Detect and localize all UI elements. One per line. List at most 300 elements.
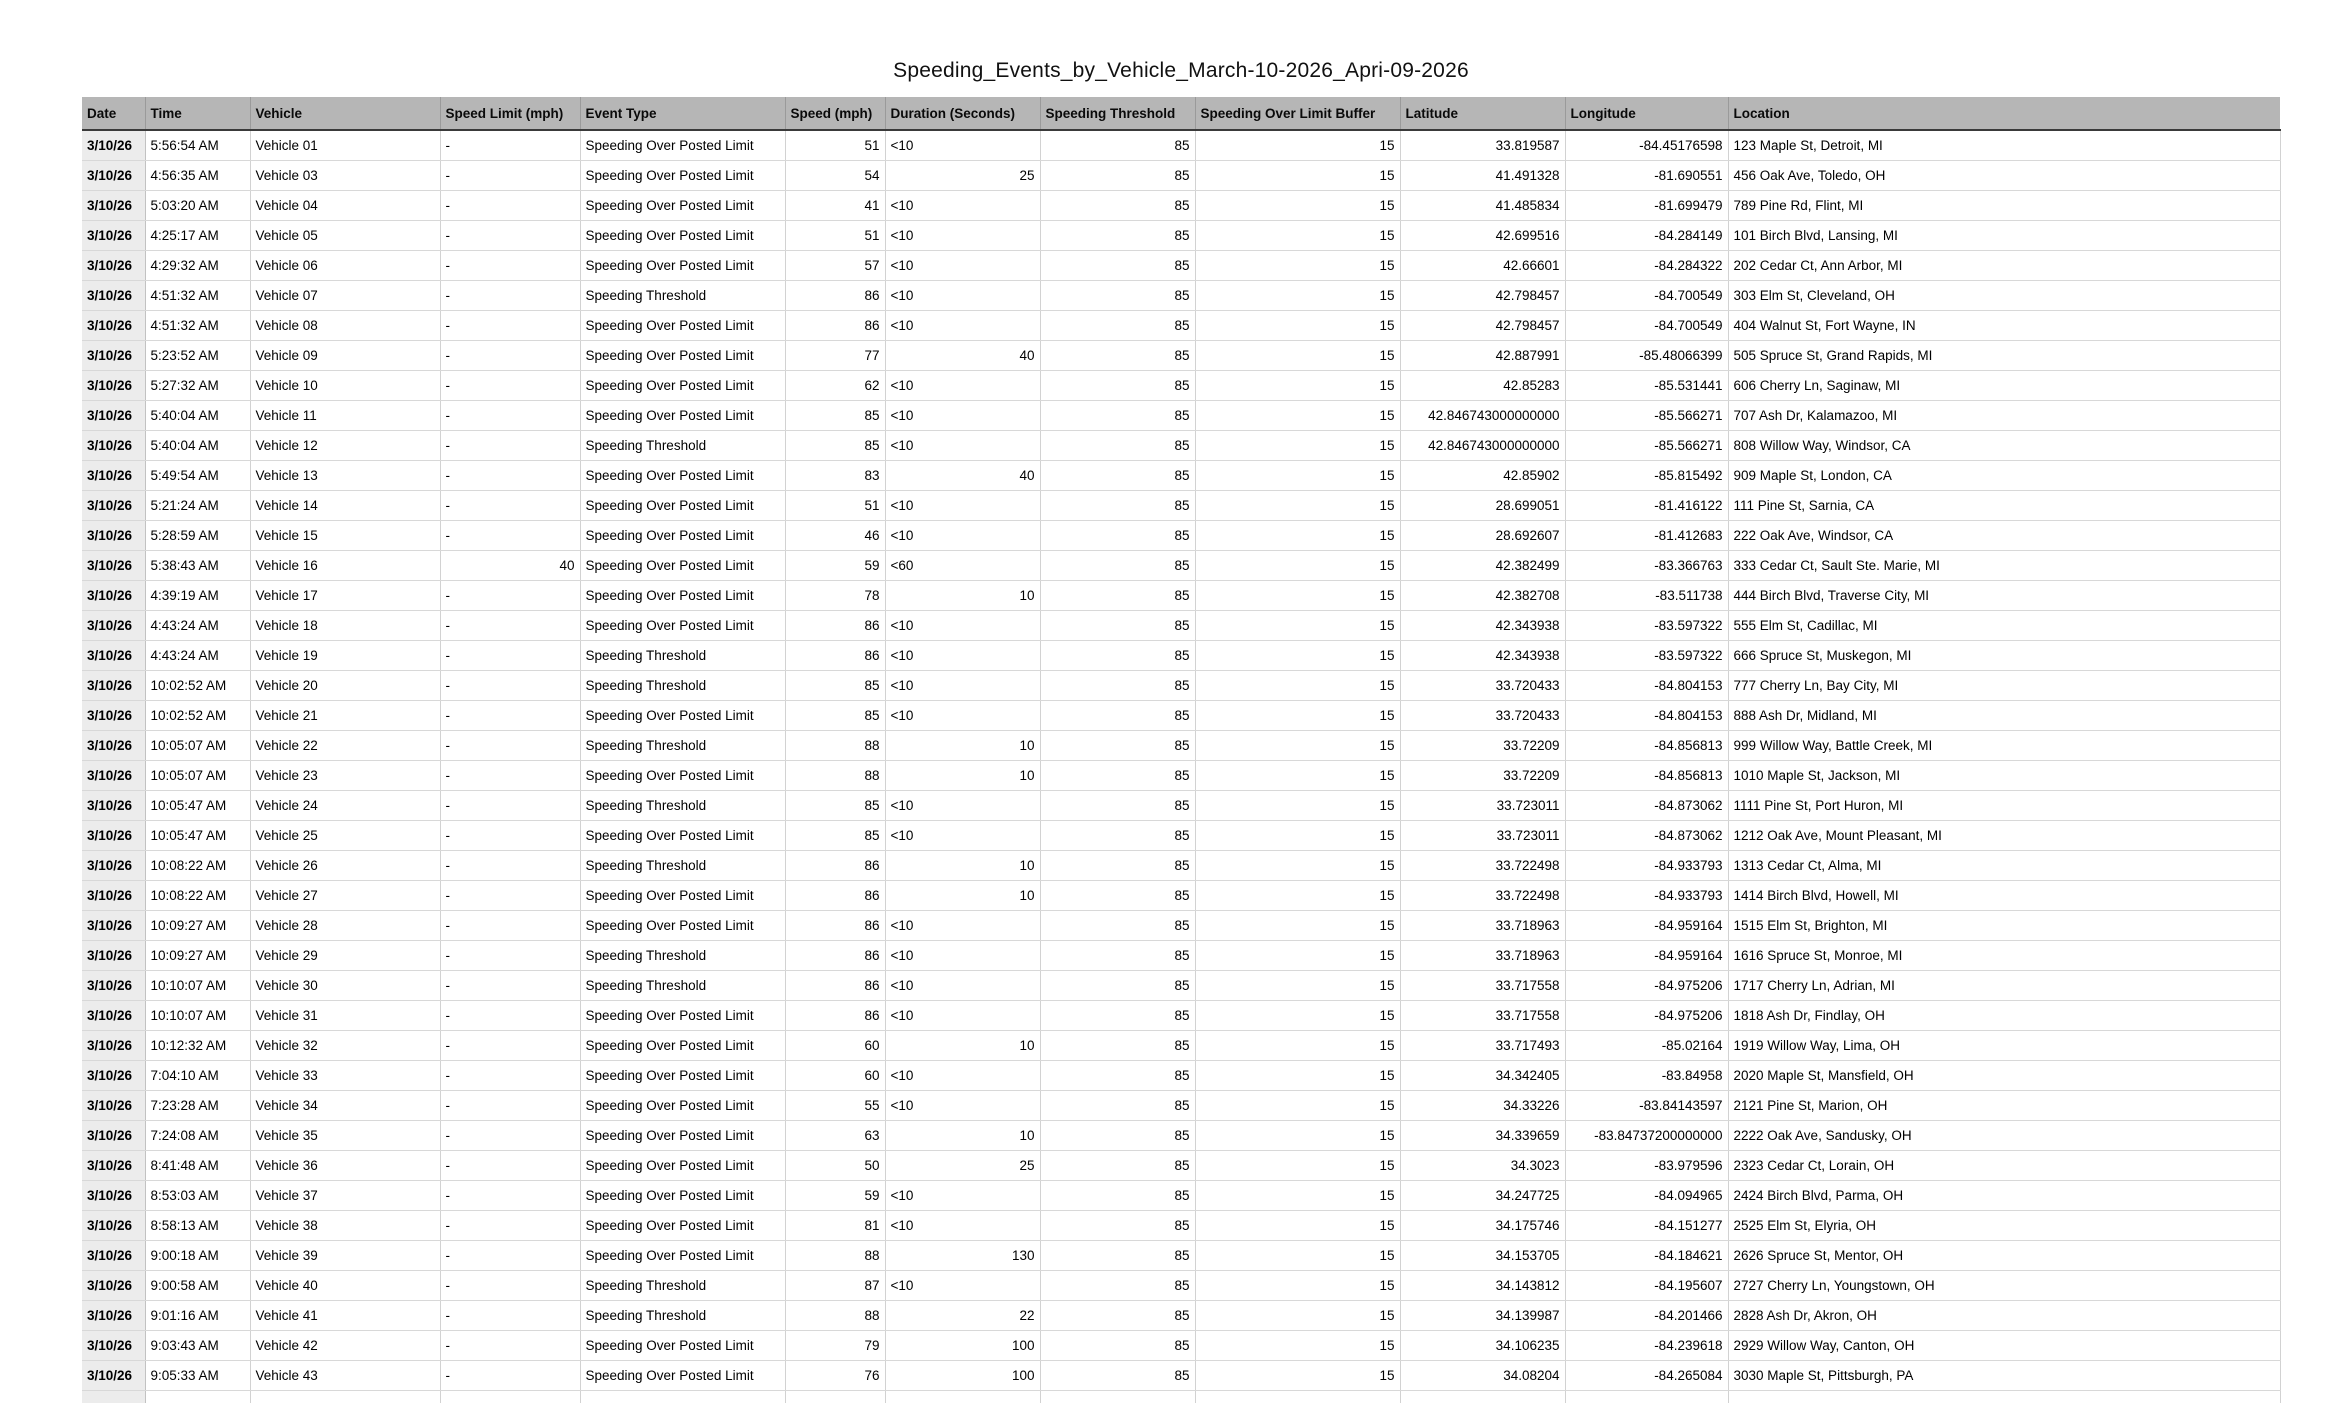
cell-duration[interactable]: 25 xyxy=(885,1150,1040,1180)
cell-latitude[interactable]: 42.343938 xyxy=(1400,640,1565,670)
cell-latitude[interactable]: 34.153705 xyxy=(1400,1240,1565,1270)
cell-duration[interactable]: <10 xyxy=(885,1060,1040,1090)
cell-event-type[interactable]: Speeding Threshold xyxy=(580,1300,785,1330)
cell-speed-limit[interactable]: - xyxy=(440,640,580,670)
cell-over-limit-buffer[interactable]: 15 xyxy=(1195,430,1400,460)
cell-duration[interactable]: <10 xyxy=(885,1270,1040,1300)
cell-location[interactable]: 1010 Maple St, Jackson, MI xyxy=(1728,760,2280,790)
cell-duration[interactable]: <10 xyxy=(885,610,1040,640)
cell-event-type[interactable]: Speeding Over Posted Limit xyxy=(580,1210,785,1240)
cell-vehicle[interactable]: Vehicle 30 xyxy=(250,970,440,1000)
cell-speed[interactable]: 76 xyxy=(785,1360,885,1390)
cell-speed[interactable]: 59 xyxy=(785,550,885,580)
cell-over-limit-buffer[interactable]: 15 xyxy=(1195,370,1400,400)
column-header-speed[interactable]: Speed (mph) xyxy=(785,97,885,130)
cell-longitude[interactable]: -84.239618 xyxy=(1565,1330,1728,1360)
cell-date[interactable]: 3/10/26 xyxy=(82,1180,145,1210)
cell-time[interactable]: 10:05:47 AM xyxy=(145,820,250,850)
cell-event-type[interactable]: Speeding Over Posted Limit xyxy=(580,610,785,640)
cell-speeding-threshold[interactable]: 85 xyxy=(1040,1120,1195,1150)
cell-speed-limit[interactable]: - xyxy=(440,430,580,460)
cell-longitude[interactable]: -84.804153 xyxy=(1565,700,1728,730)
cell-date[interactable]: 3/10/26 xyxy=(82,1090,145,1120)
cell-latitude[interactable]: 42.382708 xyxy=(1400,580,1565,610)
cell-location[interactable]: 333 Cedar Ct, Sault Ste. Marie, MI xyxy=(1728,550,2280,580)
cell-duration[interactable]: 10 xyxy=(885,1120,1040,1150)
cell-longitude[interactable]: -85.48066399 xyxy=(1565,340,1728,370)
cell-event-type[interactable]: Speeding Over Posted Limit xyxy=(580,1090,785,1120)
cell-latitude[interactable]: 42.66601 xyxy=(1400,250,1565,280)
cell-speeding-threshold[interactable]: 85 xyxy=(1040,370,1195,400)
cell-longitude[interactable]: -83.597322 xyxy=(1565,610,1728,640)
cell-longitude[interactable] xyxy=(1565,1390,1728,1403)
cell-speed[interactable]: 86 xyxy=(785,850,885,880)
cell-longitude[interactable]: -85.566271 xyxy=(1565,430,1728,460)
cell-speed-limit[interactable]: - xyxy=(440,1360,580,1390)
cell-over-limit-buffer[interactable]: 15 xyxy=(1195,790,1400,820)
cell-speeding-threshold[interactable]: 85 xyxy=(1040,670,1195,700)
cell-latitude[interactable]: 34.339659 xyxy=(1400,1120,1565,1150)
cell-speed-limit[interactable]: - xyxy=(440,910,580,940)
cell-vehicle[interactable]: Vehicle 11 xyxy=(250,400,440,430)
cell-speeding-threshold[interactable]: 85 xyxy=(1040,1090,1195,1120)
cell-latitude[interactable]: 33.717493 xyxy=(1400,1030,1565,1060)
cell-vehicle[interactable]: Vehicle 06 xyxy=(250,250,440,280)
cell-vehicle[interactable]: Vehicle 24 xyxy=(250,790,440,820)
cell-speed[interactable]: 86 xyxy=(785,610,885,640)
cell-longitude[interactable]: -84.959164 xyxy=(1565,940,1728,970)
cell-speed-limit[interactable]: - xyxy=(440,370,580,400)
cell-speeding-threshold[interactable]: 85 xyxy=(1040,1240,1195,1270)
column-header-vehicle[interactable]: Vehicle xyxy=(250,97,440,130)
cell-vehicle[interactable]: Vehicle 37 xyxy=(250,1180,440,1210)
cell-time[interactable]: 7:04:10 AM xyxy=(145,1060,250,1090)
cell-time[interactable]: 8:58:13 AM xyxy=(145,1210,250,1240)
cell-event-type[interactable]: Speeding Threshold xyxy=(580,850,785,880)
cell-longitude[interactable]: -83.84958 xyxy=(1565,1060,1728,1090)
cell-event-type[interactable]: Speeding Over Posted Limit xyxy=(580,760,785,790)
cell-over-limit-buffer[interactable]: 15 xyxy=(1195,310,1400,340)
cell-vehicle[interactable]: Vehicle 34 xyxy=(250,1090,440,1120)
cell-vehicle[interactable]: Vehicle 14 xyxy=(250,490,440,520)
cell-date[interactable]: 3/10/26 xyxy=(82,490,145,520)
cell-latitude[interactable]: 33.72209 xyxy=(1400,760,1565,790)
cell-date[interactable]: 3/10/26 xyxy=(82,700,145,730)
cell-event-type[interactable]: Speeding Over Posted Limit xyxy=(580,1030,785,1060)
cell-speed[interactable]: 86 xyxy=(785,880,885,910)
cell-latitude[interactable]: 42.382499 xyxy=(1400,550,1565,580)
cell-vehicle[interactable]: Vehicle 32 xyxy=(250,1030,440,1060)
cell-time[interactable]: 5:40:04 AM xyxy=(145,430,250,460)
cell-speed[interactable]: 41 xyxy=(785,190,885,220)
cell-duration[interactable]: 10 xyxy=(885,880,1040,910)
cell-duration[interactable]: <10 xyxy=(885,430,1040,460)
cell-speed-limit[interactable]: 40 xyxy=(440,550,580,580)
cell-date[interactable]: 3/10/26 xyxy=(82,190,145,220)
cell-location[interactable]: 1818 Ash Dr, Findlay, OH xyxy=(1728,1000,2280,1030)
cell-event-type[interactable]: Speeding Over Posted Limit xyxy=(580,340,785,370)
cell-location[interactable]: 222 Oak Ave, Windsor, CA xyxy=(1728,520,2280,550)
cell-date[interactable]: 3/10/26 xyxy=(82,730,145,760)
cell-duration[interactable]: <10 xyxy=(885,250,1040,280)
cell-vehicle[interactable]: Vehicle 31 xyxy=(250,1000,440,1030)
cell-speed-limit[interactable]: - xyxy=(440,1060,580,1090)
cell-location[interactable]: 1414 Birch Blvd, Howell, MI xyxy=(1728,880,2280,910)
cell-speed-limit[interactable]: - xyxy=(440,850,580,880)
cell-location[interactable]: 456 Oak Ave, Toledo, OH xyxy=(1728,160,2280,190)
cell-speed[interactable]: 85 xyxy=(785,820,885,850)
cell-longitude[interactable]: -84.933793 xyxy=(1565,850,1728,880)
cell-date[interactable]: 3/10/26 xyxy=(82,670,145,700)
cell-location[interactable]: 303 Elm St, Cleveland, OH xyxy=(1728,280,2280,310)
cell-longitude[interactable]: -84.700549 xyxy=(1565,310,1728,340)
cell-event-type[interactable]: Speeding Threshold xyxy=(580,940,785,970)
cell-longitude[interactable]: -84.284149 xyxy=(1565,220,1728,250)
cell-date[interactable]: 3/10/26 xyxy=(82,850,145,880)
cell-event-type[interactable]: Speeding Over Posted Limit xyxy=(580,700,785,730)
cell-speed-limit[interactable]: - xyxy=(440,970,580,1000)
cell-speed[interactable]: 79 xyxy=(785,1330,885,1360)
cell-over-limit-buffer[interactable]: 15 xyxy=(1195,730,1400,760)
cell-date[interactable]: 3/10/26 xyxy=(82,400,145,430)
cell-duration[interactable]: 40 xyxy=(885,340,1040,370)
cell-vehicle[interactable]: Vehicle 39 xyxy=(250,1240,440,1270)
cell-latitude[interactable]: 28.692607 xyxy=(1400,520,1565,550)
cell-speed[interactable]: 85 xyxy=(785,670,885,700)
cell-vehicle[interactable]: Vehicle 10 xyxy=(250,370,440,400)
cell-latitude[interactable]: 34.342405 xyxy=(1400,1060,1565,1090)
cell-latitude[interactable] xyxy=(1400,1390,1565,1403)
cell-speed-limit[interactable]: - xyxy=(440,280,580,310)
cell-speeding-threshold[interactable]: 85 xyxy=(1040,310,1195,340)
cell-duration[interactable]: 40 xyxy=(885,460,1040,490)
cell-event-type[interactable]: Speeding Over Posted Limit xyxy=(580,1330,785,1360)
cell-speeding-threshold[interactable]: 85 xyxy=(1040,610,1195,640)
cell-event-type[interactable]: Speeding Over Posted Limit xyxy=(580,1000,785,1030)
cell-over-limit-buffer[interactable]: 15 xyxy=(1195,1300,1400,1330)
cell-vehicle[interactable]: Vehicle 01 xyxy=(250,130,440,160)
cell-speed[interactable]: 59 xyxy=(785,1180,885,1210)
cell-over-limit-buffer[interactable]: 15 xyxy=(1195,1360,1400,1390)
column-header-event-type[interactable]: Event Type xyxy=(580,97,785,130)
cell-vehicle[interactable]: Vehicle 38 xyxy=(250,1210,440,1240)
cell-time[interactable]: 8:41:48 AM xyxy=(145,1150,250,1180)
cell-location[interactable]: 202 Cedar Ct, Ann Arbor, MI xyxy=(1728,250,2280,280)
cell-vehicle[interactable]: Vehicle 17 xyxy=(250,580,440,610)
cell-time[interactable]: 10:10:07 AM xyxy=(145,970,250,1000)
cell-longitude[interactable]: -84.184621 xyxy=(1565,1240,1728,1270)
cell-time[interactable]: 4:51:32 AM xyxy=(145,310,250,340)
cell-location[interactable]: 123 Maple St, Detroit, MI xyxy=(1728,130,2280,160)
cell-event-type[interactable]: Speeding Over Posted Limit xyxy=(580,400,785,430)
cell-time[interactable]: 10:08:22 AM xyxy=(145,880,250,910)
cell-vehicle[interactable]: Vehicle 40 xyxy=(250,1270,440,1300)
cell-speed[interactable]: 55 xyxy=(785,1090,885,1120)
cell-speed-limit[interactable]: - xyxy=(440,700,580,730)
cell-latitude[interactable]: 34.3023 xyxy=(1400,1150,1565,1180)
cell-date[interactable]: 3/10/26 xyxy=(82,280,145,310)
cell-location[interactable]: 2323 Cedar Ct, Lorain, OH xyxy=(1728,1150,2280,1180)
cell-speed[interactable]: 86 xyxy=(785,280,885,310)
cell-longitude[interactable]: -84.284322 xyxy=(1565,250,1728,280)
cell-duration[interactable]: 22 xyxy=(885,1300,1040,1330)
cell-longitude[interactable]: -83.84143597 xyxy=(1565,1090,1728,1120)
cell-speeding-threshold[interactable]: 85 xyxy=(1040,550,1195,580)
cell-speeding-threshold[interactable]: 85 xyxy=(1040,640,1195,670)
cell-speed[interactable]: 85 xyxy=(785,430,885,460)
cell-speed[interactable]: 87 xyxy=(785,1270,885,1300)
cell-speeding-threshold[interactable]: 85 xyxy=(1040,970,1195,1000)
cell-time[interactable]: 10:02:52 AM xyxy=(145,670,250,700)
cell-speed[interactable]: 86 xyxy=(785,940,885,970)
cell-speed-limit[interactable]: - xyxy=(440,1120,580,1150)
cell-over-limit-buffer[interactable]: 15 xyxy=(1195,640,1400,670)
cell-speeding-threshold[interactable] xyxy=(1040,1390,1195,1403)
cell-over-limit-buffer[interactable]: 15 xyxy=(1195,1030,1400,1060)
cell-latitude[interactable]: 33.819587 xyxy=(1400,130,1565,160)
cell-duration[interactable]: <60 xyxy=(885,550,1040,580)
cell-latitude[interactable]: 42.343938 xyxy=(1400,610,1565,640)
cell-event-type[interactable]: Speeding Over Posted Limit xyxy=(580,1120,785,1150)
cell-over-limit-buffer[interactable]: 15 xyxy=(1195,1240,1400,1270)
cell-event-type[interactable]: Speeding Over Posted Limit xyxy=(580,1150,785,1180)
cell-date[interactable]: 3/10/26 xyxy=(82,820,145,850)
cell-latitude[interactable]: 42.846743000000000 xyxy=(1400,400,1565,430)
cell-longitude[interactable]: -83.84737200000000 xyxy=(1565,1120,1728,1150)
cell-date[interactable]: 3/10/26 xyxy=(82,1270,145,1300)
cell-latitude[interactable]: 34.175746 xyxy=(1400,1210,1565,1240)
cell-vehicle[interactable]: Vehicle 19 xyxy=(250,640,440,670)
cell-over-limit-buffer[interactable]: 15 xyxy=(1195,1270,1400,1300)
cell-location[interactable]: 111 Pine St, Sarnia, CA xyxy=(1728,490,2280,520)
cell-event-type[interactable]: Speeding Over Posted Limit xyxy=(580,550,785,580)
cell-date[interactable]: 3/10/26 xyxy=(82,640,145,670)
cell-longitude[interactable]: -84.873062 xyxy=(1565,820,1728,850)
cell-latitude[interactable]: 33.72209 xyxy=(1400,730,1565,760)
cell-longitude[interactable]: -84.201466 xyxy=(1565,1300,1728,1330)
cell-duration[interactable] xyxy=(885,1390,1040,1403)
cell-time[interactable]: 7:24:08 AM xyxy=(145,1120,250,1150)
cell-date[interactable]: 3/10/26 xyxy=(82,910,145,940)
cell-longitude[interactable]: -81.699479 xyxy=(1565,190,1728,220)
column-header-duration[interactable]: Duration (Seconds) xyxy=(885,97,1040,130)
cell-duration[interactable]: 10 xyxy=(885,580,1040,610)
cell-speed[interactable]: 85 xyxy=(785,400,885,430)
cell-duration[interactable]: <10 xyxy=(885,520,1040,550)
cell-over-limit-buffer[interactable]: 15 xyxy=(1195,490,1400,520)
cell-location[interactable]: 2424 Birch Blvd, Parma, OH xyxy=(1728,1180,2280,1210)
cell-vehicle[interactable]: Vehicle 41 xyxy=(250,1300,440,1330)
cell-latitude[interactable]: 34.247725 xyxy=(1400,1180,1565,1210)
cell-vehicle[interactable]: Vehicle 22 xyxy=(250,730,440,760)
cell-location[interactable]: 808 Willow Way, Windsor, CA xyxy=(1728,430,2280,460)
cell-time[interactable]: 4:56:35 AM xyxy=(145,160,250,190)
cell-speeding-threshold[interactable]: 85 xyxy=(1040,1210,1195,1240)
cell-speeding-threshold[interactable]: 85 xyxy=(1040,130,1195,160)
cell-event-type[interactable]: Speeding Threshold xyxy=(580,430,785,460)
cell-vehicle[interactable]: Vehicle 09 xyxy=(250,340,440,370)
cell-over-limit-buffer[interactable]: 15 xyxy=(1195,880,1400,910)
cell-location[interactable]: 1717 Cherry Ln, Adrian, MI xyxy=(1728,970,2280,1000)
cell-longitude[interactable]: -81.412683 xyxy=(1565,520,1728,550)
cell-longitude[interactable]: -81.690551 xyxy=(1565,160,1728,190)
cell-over-limit-buffer[interactable]: 15 xyxy=(1195,130,1400,160)
cell-speed[interactable]: 77 xyxy=(785,340,885,370)
cell-speeding-threshold[interactable]: 85 xyxy=(1040,490,1195,520)
cell-event-type[interactable]: Speeding Threshold xyxy=(580,640,785,670)
cell-speeding-threshold[interactable]: 85 xyxy=(1040,790,1195,820)
cell-over-limit-buffer[interactable] xyxy=(1195,1390,1400,1403)
cell-speed[interactable]: 88 xyxy=(785,760,885,790)
cell-duration[interactable]: 100 xyxy=(885,1360,1040,1390)
cell-speed-limit[interactable]: - xyxy=(440,490,580,520)
cell-latitude[interactable]: 33.717558 xyxy=(1400,1000,1565,1030)
cell-vehicle[interactable]: Vehicle 28 xyxy=(250,910,440,940)
cell-over-limit-buffer[interactable]: 15 xyxy=(1195,280,1400,310)
cell-location[interactable]: 2020 Maple St, Mansfield, OH xyxy=(1728,1060,2280,1090)
cell-speeding-threshold[interactable]: 85 xyxy=(1040,700,1195,730)
column-header-speed-limit[interactable]: Speed Limit (mph) xyxy=(440,97,580,130)
cell-duration[interactable]: <10 xyxy=(885,370,1040,400)
cell-location[interactable]: 666 Spruce St, Muskegon, MI xyxy=(1728,640,2280,670)
cell-over-limit-buffer[interactable]: 15 xyxy=(1195,850,1400,880)
cell-longitude[interactable]: -84.975206 xyxy=(1565,1000,1728,1030)
cell-time[interactable]: 9:00:58 AM xyxy=(145,1270,250,1300)
cell-date[interactable]: 3/10/26 xyxy=(82,1240,145,1270)
cell-location[interactable]: 888 Ash Dr, Midland, MI xyxy=(1728,700,2280,730)
cell-date[interactable]: 3/10/26 xyxy=(82,1210,145,1240)
cell-event-type[interactable]: Speeding Threshold xyxy=(580,730,785,760)
cell-location[interactable]: 999 Willow Way, Battle Creek, MI xyxy=(1728,730,2280,760)
cell-over-limit-buffer[interactable]: 15 xyxy=(1195,1120,1400,1150)
cell-date[interactable]: 3/10/26 xyxy=(82,1150,145,1180)
cell-speed[interactable]: 85 xyxy=(785,700,885,730)
cell-speed[interactable] xyxy=(785,1390,885,1403)
cell-time[interactable]: 4:51:32 AM xyxy=(145,280,250,310)
cell-speed[interactable]: 88 xyxy=(785,1240,885,1270)
cell-date[interactable]: 3/10/26 xyxy=(82,880,145,910)
cell-time[interactable]: 5:21:24 AM xyxy=(145,490,250,520)
cell-time[interactable]: 9:00:18 AM xyxy=(145,1240,250,1270)
cell-event-type[interactable]: Speeding Over Posted Limit xyxy=(580,160,785,190)
cell-location[interactable]: 909 Maple St, London, CA xyxy=(1728,460,2280,490)
cell-speed-limit[interactable]: - xyxy=(440,760,580,790)
cell-longitude[interactable]: -85.815492 xyxy=(1565,460,1728,490)
cell-longitude[interactable]: -84.265084 xyxy=(1565,1360,1728,1390)
cell-speed-limit[interactable]: - xyxy=(440,160,580,190)
cell-longitude[interactable]: -83.979596 xyxy=(1565,1150,1728,1180)
cell-over-limit-buffer[interactable]: 15 xyxy=(1195,580,1400,610)
cell-speeding-threshold[interactable]: 85 xyxy=(1040,850,1195,880)
cell-speed-limit[interactable]: - xyxy=(440,670,580,700)
cell-duration[interactable]: 100 xyxy=(885,1330,1040,1360)
cell-speed-limit[interactable]: - xyxy=(440,790,580,820)
cell-event-type[interactable]: Speeding Over Posted Limit xyxy=(580,1180,785,1210)
cell-speeding-threshold[interactable]: 85 xyxy=(1040,1300,1195,1330)
cell-time[interactable]: 4:43:24 AM xyxy=(145,640,250,670)
cell-longitude[interactable]: -83.511738 xyxy=(1565,580,1728,610)
cell-latitude[interactable]: 33.722498 xyxy=(1400,880,1565,910)
cell-date[interactable]: 3/10/26 xyxy=(82,1330,145,1360)
cell-over-limit-buffer[interactable]: 15 xyxy=(1195,910,1400,940)
cell-speed[interactable]: 63 xyxy=(785,1120,885,1150)
cell-speed-limit[interactable]: - xyxy=(440,1000,580,1030)
cell-duration[interactable]: <10 xyxy=(885,910,1040,940)
cell-over-limit-buffer[interactable]: 15 xyxy=(1195,1000,1400,1030)
cell-over-limit-buffer[interactable]: 15 xyxy=(1195,400,1400,430)
cell-date[interactable]: 3/10/26 xyxy=(82,940,145,970)
cell-date[interactable]: 3/10/26 xyxy=(82,1300,145,1330)
cell-date[interactable]: 3/10/26 xyxy=(82,790,145,820)
cell-location[interactable]: 1212 Oak Ave, Mount Pleasant, MI xyxy=(1728,820,2280,850)
cell-location[interactable]: 789 Pine Rd, Flint, MI xyxy=(1728,190,2280,220)
cell-speed[interactable]: 86 xyxy=(785,1000,885,1030)
cell-date[interactable]: 3/10/26 xyxy=(82,160,145,190)
cell-speed-limit[interactable]: - xyxy=(440,1030,580,1060)
cell-date[interactable] xyxy=(82,1390,145,1403)
cell-event-type[interactable]: Speeding Over Posted Limit xyxy=(580,820,785,850)
cell-speeding-threshold[interactable]: 85 xyxy=(1040,820,1195,850)
cell-date[interactable]: 3/10/26 xyxy=(82,430,145,460)
cell-date[interactable]: 3/10/26 xyxy=(82,370,145,400)
cell-time[interactable]: 5:27:32 AM xyxy=(145,370,250,400)
cell-speed[interactable]: 57 xyxy=(785,250,885,280)
cell-duration[interactable]: <10 xyxy=(885,400,1040,430)
cell-over-limit-buffer[interactable]: 15 xyxy=(1195,760,1400,790)
cell-vehicle[interactable]: Vehicle 20 xyxy=(250,670,440,700)
cell-speed[interactable]: 60 xyxy=(785,1060,885,1090)
cell-vehicle[interactable]: Vehicle 25 xyxy=(250,820,440,850)
cell-time[interactable]: 10:09:27 AM xyxy=(145,940,250,970)
cell-event-type[interactable]: Speeding Over Posted Limit xyxy=(580,910,785,940)
cell-date[interactable]: 3/10/26 xyxy=(82,220,145,250)
cell-longitude[interactable]: -84.094965 xyxy=(1565,1180,1728,1210)
cell-event-type[interactable]: Speeding Over Posted Limit xyxy=(580,130,785,160)
cell-duration[interactable]: <10 xyxy=(885,1090,1040,1120)
cell-speed-limit[interactable]: - xyxy=(440,820,580,850)
cell-over-limit-buffer[interactable]: 15 xyxy=(1195,970,1400,1000)
cell-time[interactable]: 10:08:22 AM xyxy=(145,850,250,880)
cell-speed-limit[interactable]: - xyxy=(440,1270,580,1300)
cell-latitude[interactable]: 42.798457 xyxy=(1400,280,1565,310)
cell-time[interactable]: 9:05:33 AM xyxy=(145,1360,250,1390)
cell-speed[interactable]: 86 xyxy=(785,640,885,670)
cell-speed[interactable]: 88 xyxy=(785,730,885,760)
cell-event-type[interactable]: Speeding Threshold xyxy=(580,1270,785,1300)
cell-speed-limit[interactable]: - xyxy=(440,1300,580,1330)
cell-over-limit-buffer[interactable]: 15 xyxy=(1195,700,1400,730)
cell-longitude[interactable]: -85.566271 xyxy=(1565,400,1728,430)
cell-duration[interactable]: 10 xyxy=(885,1030,1040,1060)
cell-speeding-threshold[interactable]: 85 xyxy=(1040,1360,1195,1390)
cell-speeding-threshold[interactable]: 85 xyxy=(1040,460,1195,490)
cell-longitude[interactable]: -84.151277 xyxy=(1565,1210,1728,1240)
cell-event-type[interactable]: Speeding Threshold xyxy=(580,970,785,1000)
cell-duration[interactable]: <10 xyxy=(885,940,1040,970)
cell-speeding-threshold[interactable]: 85 xyxy=(1040,940,1195,970)
cell-speeding-threshold[interactable]: 85 xyxy=(1040,1000,1195,1030)
cell-vehicle[interactable]: Vehicle 18 xyxy=(250,610,440,640)
cell-time[interactable]: 9:01:16 AM xyxy=(145,1300,250,1330)
cell-over-limit-buffer[interactable]: 15 xyxy=(1195,670,1400,700)
cell-time[interactable]: 7:23:28 AM xyxy=(145,1090,250,1120)
cell-location[interactable]: 3030 Maple St, Pittsburgh, PA xyxy=(1728,1360,2280,1390)
cell-event-type[interactable]: Speeding Threshold xyxy=(580,670,785,700)
cell-vehicle[interactable]: Vehicle 21 xyxy=(250,700,440,730)
cell-latitude[interactable]: 28.699051 xyxy=(1400,490,1565,520)
cell-duration[interactable]: <10 xyxy=(885,1000,1040,1030)
cell-longitude[interactable]: -84.975206 xyxy=(1565,970,1728,1000)
